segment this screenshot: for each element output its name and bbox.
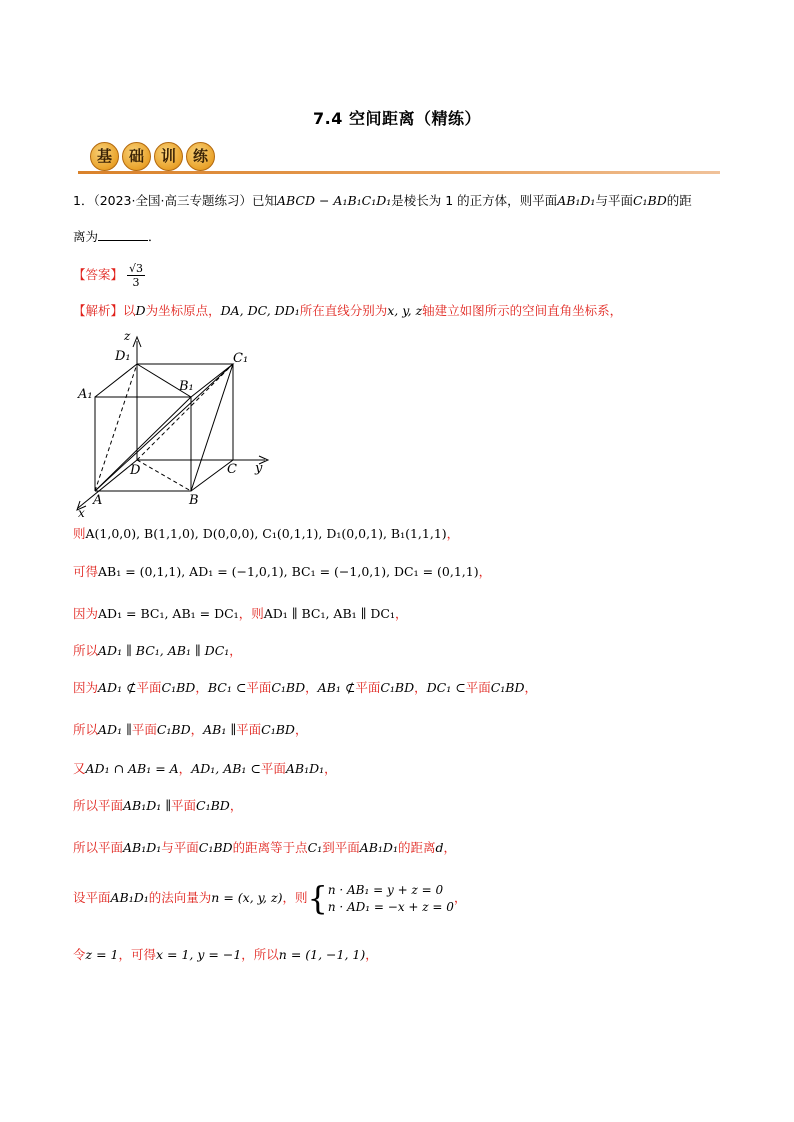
math-expr: AB₁ ∥ <box>203 722 237 737</box>
page-title: 7.4 空间距离（精练） <box>313 109 481 128</box>
math-expr: AB₁D₁ <box>110 890 149 905</box>
analysis-line-6 <box>73 679 537 697</box>
section-header-basic-training <box>78 140 720 176</box>
analysis-text: 所以 <box>73 643 99 658</box>
analysis-text: 设平面 <box>73 890 111 905</box>
analysis-text: 为坐标原点， <box>145 303 221 318</box>
analysis-text: 与平面 <box>161 840 199 855</box>
analysis-text: ， <box>294 722 308 737</box>
cube-figure <box>75 326 280 518</box>
cube-name: ABCD − A₁B₁C₁D₁ <box>276 193 392 208</box>
answer-blank <box>98 228 148 241</box>
math-expr: C₁BD <box>156 722 191 737</box>
math-expr: AB₁D₁ <box>359 840 398 855</box>
edge-AB1 <box>95 397 191 491</box>
math-expr: C₁BD <box>161 680 196 695</box>
vertex-label-A: A <box>93 493 103 508</box>
analysis-text: 平面 <box>355 680 381 695</box>
vertex-label-A1: A₁ <box>78 387 93 402</box>
analysis-text: ， <box>414 680 427 695</box>
math-expr: AD₁ ∥ <box>98 722 132 737</box>
analysis-text: ， <box>394 606 408 621</box>
question-text: 与平面 <box>595 193 633 208</box>
question-text: ． <box>148 229 161 244</box>
math-expr: AB₁ ⊄ <box>317 680 356 695</box>
analysis-line-8 <box>73 760 337 778</box>
analysis-text: 的距离等于点 <box>232 840 308 855</box>
analysis-text: ， <box>478 564 492 579</box>
analysis-text: 所以平面 <box>73 840 124 855</box>
analysis-text: ， <box>365 947 378 962</box>
math-expr: AB₁D₁ <box>285 761 325 776</box>
axis-label-y: y <box>255 461 263 476</box>
math-expr: DC₁ ⊂ <box>426 680 466 695</box>
analysis-text: 又 <box>73 761 86 776</box>
math-expr: AB₁D₁ <box>123 840 162 855</box>
analysis-text: 所以平面 <box>73 798 124 813</box>
question-source: （2023·全国·高三专题练习） <box>93 193 252 208</box>
section-divider <box>78 171 720 174</box>
math-expr: D <box>135 303 146 318</box>
system-brace: { <box>307 879 328 918</box>
analysis-text: 所在直线分别为 <box>299 303 388 318</box>
equation-system <box>328 882 454 916</box>
math-expr: AB₁ = (0,1,1), AD₁ = (−1,0,1), BC₁ = (−1,0,1), DC₁ = (0,1,1) <box>98 564 479 579</box>
math-expr: AD₁ ∩ AB₁ = A <box>85 761 179 776</box>
question-text: 的距 <box>666 193 692 208</box>
analysis-line-2 <box>73 525 459 543</box>
analysis-text: 平面 <box>136 680 162 695</box>
answer-fraction <box>127 262 145 289</box>
analysis-text: ， <box>190 722 204 737</box>
math-expr: C₁BD <box>198 840 233 855</box>
analysis-text: 所以 <box>73 722 99 737</box>
math-expr: C₁BD <box>380 680 415 695</box>
math-expr: n = (x, y, z) <box>211 890 283 905</box>
analysis-line-7 <box>73 721 307 739</box>
analysis-text: ， <box>524 680 538 695</box>
analysis-text: 平面 <box>465 680 491 695</box>
math-expr: BC₁ ⊂ <box>207 680 247 695</box>
vertex-label-D: D <box>130 463 141 478</box>
analysis-line-4 <box>73 605 407 623</box>
plane-name: C₁BD <box>632 193 667 208</box>
plane-name: AB₁D₁ <box>557 193 596 208</box>
analysis-text: ， <box>305 680 318 695</box>
section-badge-char: 基 <box>90 142 119 171</box>
analysis-text: 以 <box>123 303 136 318</box>
analysis-text: 因为 <box>73 680 99 695</box>
analysis-text: 可得 <box>73 564 99 579</box>
vertex-label-D1: D₁ <box>115 349 131 364</box>
fraction-denominator: 3 <box>132 276 140 289</box>
analysis-label: 【解析】 <box>73 303 124 318</box>
analysis-text: ，可得 <box>118 947 156 962</box>
analysis-text: 平面 <box>171 798 197 813</box>
math-expr: AD₁ ∥ BC₁, AB₁ ∥ DC₁ <box>263 606 395 621</box>
analysis-text: ， <box>229 643 242 658</box>
question-1-line2 <box>73 227 161 247</box>
equation: n · AB₁ = y + z = 0 <box>327 882 444 897</box>
math-expr: C₁BD <box>196 798 230 813</box>
question-number: 1． <box>73 193 94 208</box>
vertex-label-C: C <box>227 462 237 477</box>
answer-row <box>73 262 145 289</box>
answer-label: 【答案】 <box>73 267 124 282</box>
analysis-text: ， <box>195 680 208 695</box>
analysis-text: ， <box>443 840 457 855</box>
math-expr: C₁ <box>307 840 323 855</box>
math-expr: C₁BD <box>261 722 295 737</box>
analysis-text: 的距离 <box>397 840 436 855</box>
analysis-line-9 <box>73 797 242 815</box>
analysis-line-1 <box>73 302 622 320</box>
analysis-text: 平面 <box>236 722 262 737</box>
question-text: 已知 <box>251 193 277 208</box>
equation: n · AD₁ = −x + z = 0 <box>327 899 454 914</box>
analysis-text: ，则 <box>238 606 264 621</box>
vertex-label-C1: C₁ <box>233 351 249 366</box>
analysis-text: ，则 <box>282 890 308 905</box>
math-expr: x, y, z <box>387 303 423 318</box>
fraction-numerator: √3 <box>129 262 144 275</box>
math-expr: DA, DC, DD₁ <box>220 303 300 318</box>
analysis-line-5 <box>73 642 242 660</box>
analysis-text: ， <box>324 761 337 776</box>
x-axis <box>78 460 137 508</box>
analysis-text: ， <box>178 761 192 776</box>
analysis-text: 平面 <box>246 680 272 695</box>
analysis-line-11 <box>73 880 466 916</box>
math-expr: AB₁D₁ ∥ <box>123 798 172 813</box>
section-badge-char: 训 <box>154 142 183 171</box>
edge-DB <box>137 460 191 491</box>
analysis-text: ， <box>453 890 467 905</box>
axis-label-z: z <box>124 329 131 343</box>
analysis-line-12 <box>73 946 378 964</box>
analysis-text: ， <box>446 526 460 541</box>
section-badge-char: 练 <box>186 142 215 171</box>
math-expr: A(1,0,0), B(1,1,0), D(0,0,0), C₁(0,1,1), D₁(0,0,1), B₁(1,1,1) <box>85 526 447 541</box>
analysis-line-3 <box>73 563 491 581</box>
axis-label-x: x <box>78 506 85 518</box>
math-expr: C₁BD <box>271 680 306 695</box>
math-expr: x = 1, y = −1 <box>156 947 242 962</box>
math-expr: AD₁ ∥ BC₁, AB₁ ∥ DC₁ <box>98 643 230 658</box>
vertex-label-B1: B₁ <box>179 379 194 394</box>
analysis-text: 因为 <box>73 606 99 621</box>
question-1 <box>73 191 723 211</box>
analysis-text: 令 <box>73 947 86 962</box>
section-badge-char: 础 <box>122 142 151 171</box>
math-expr: C₁BD <box>490 680 525 695</box>
analysis-text: ， <box>229 798 243 813</box>
math-expr: z = 1 <box>85 947 119 962</box>
analysis-text: 的法向量为 <box>148 890 212 905</box>
math-expr: d <box>435 840 444 855</box>
vertex-label-B: B <box>189 493 199 508</box>
analysis-text: 轴建立如图所示的空间直角坐标系， <box>422 303 623 318</box>
analysis-text: 到平面 <box>322 840 360 855</box>
analysis-text: ，所以 <box>241 947 279 962</box>
analysis-text: 则 <box>73 526 86 541</box>
analysis-line-10 <box>73 839 456 857</box>
analysis-text: 平面 <box>260 761 286 776</box>
math-expr: n = (1, −1, 1) <box>278 947 366 962</box>
analysis-text: 平面 <box>131 722 157 737</box>
math-expr: AD₁ ⊄ <box>98 680 137 695</box>
question-text: 是棱长为 1 的正方体，则平面 <box>391 193 558 208</box>
math-expr: AD₁, AB₁ ⊂ <box>191 761 261 776</box>
question-text: 离为 <box>73 229 99 244</box>
math-expr: AD₁ = BC₁, AB₁ = DC₁ <box>98 606 239 621</box>
